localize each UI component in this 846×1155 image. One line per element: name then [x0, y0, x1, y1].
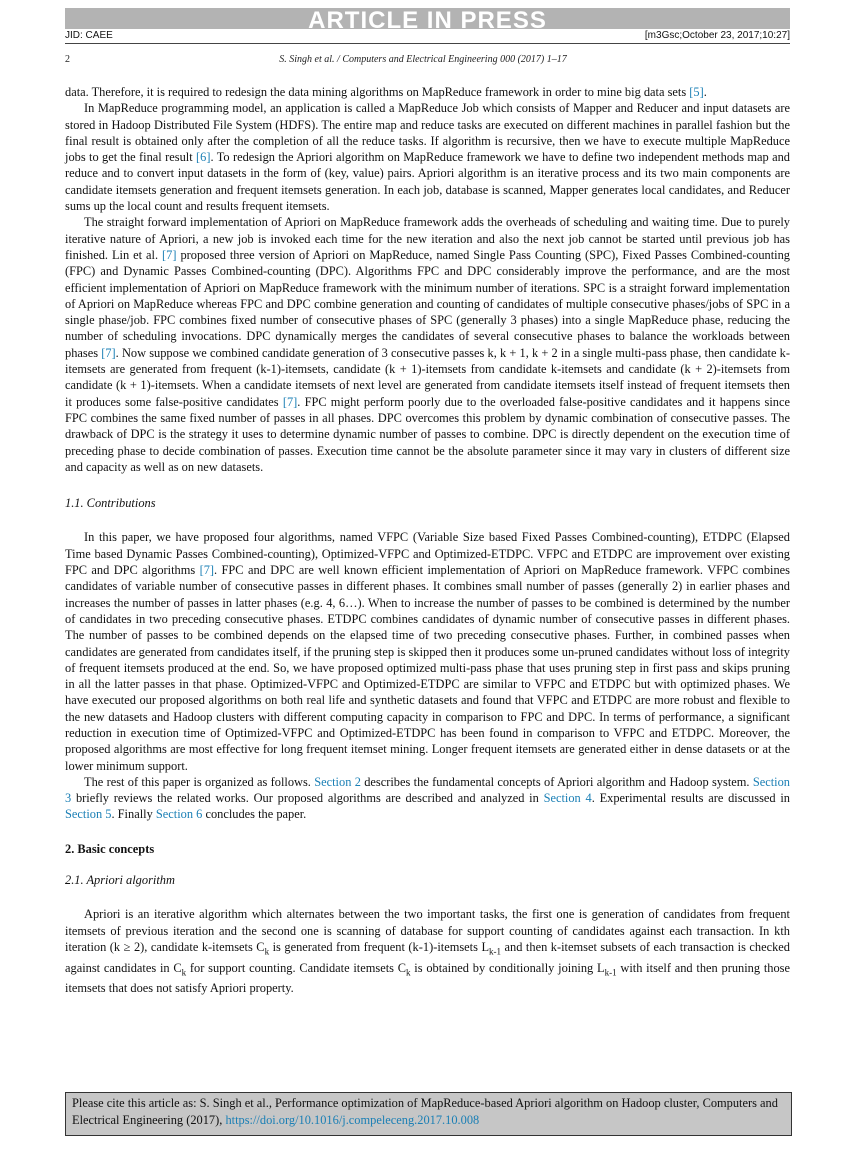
text: is generated from frequent (k-1)-itemsets L [269, 939, 490, 954]
text: In MapReduce programming model, an application is called a MapReduce Job which consists of Mapper and Reducer and input datasets are stored in Hadoop Distributed File System (HDFS). The entire map and reduce tasks are executed on different machines in parallel fashion but the final result is obtained only after the completion of all the reduce tasks. If algorithm is recursive, then we have to execute multiple MapReduce jobs to get the final result [65, 101, 790, 165]
text: In this paper, we have proposed four algorithms, named VFPC (Variable Size based Fixed Passes Combined-counting), ETDPC (Elapsed Time based Dynamic Passes Combined-counting), Optimized-VFPC and Optimized-ETDPC. VFPC and ETDPC are improvement over existing FPC and DPC algorithms [65, 530, 790, 578]
header-rule [65, 43, 790, 44]
paragraph-1 [65, 84, 790, 100]
subscript: k [406, 967, 411, 978]
paragraph-5 [65, 774, 790, 823]
paragraph-3 [65, 214, 790, 475]
text: and then k-itemset subsets of each transaction is checked against candidates in C [65, 939, 790, 975]
text: with itself and then pruning those itemsets that does not satisfy Apriori property. [65, 960, 791, 996]
paragraph-2 [65, 100, 790, 214]
citation-box [65, 1092, 792, 1136]
section-link-6[interactable]: Section 6 [155, 807, 203, 822]
text: . [703, 85, 707, 99]
text: . To redesign the Apriori algorithm on MapReduce framework we have to define two independent methods map and reduce and to convert input datasets in the form of (key, value) pairs. Apriori algorithm is an iterative process and its two main components are candidate itemsets generation and frequent itemsets generation. In each job, database is scanned, Mapper generates local candidates, and Reducer sums up the local count and results frequent itemsets. [65, 150, 790, 214]
text: . Experimental results are discussed in [591, 791, 790, 806]
ref-link-5[interactable]: [5] [689, 85, 704, 99]
text: . Finally [111, 807, 156, 822]
ref-link-6[interactable]: [6] [196, 150, 211, 165]
text: . Now suppose we combined candidate generation of 3 consecutive passes k, k + 1, k + 2 in a single multi-pass phase, then candidate k-itemsets are generated from frequent (k-1)-itemsets, candidate (k + 1)-itemsets from candidate k-itemsets and candidate (k + 2)-itemsets from candidate (k + 1)-itemsets. When a candidate itemsets of next level are generated from candidate itemsets itself instead of frequent itemsets then it produces some false-positive candidates [65, 345, 790, 409]
subsection-heading-contributions: 1.1. Contributions [65, 496, 156, 511]
section-link-2[interactable]: Section 2 [314, 774, 361, 789]
ref-link-7[interactable]: [7] [162, 247, 177, 262]
text: Apriori is an iterative algorithm which alternates between the two important tasks, the first one is generation of candidates from frequent itemsets of previous iteration and the second one is scanning of database for support counting of candidates against each transaction. In kth iteration (k ≥ 2), candidate k-itemsets C [65, 907, 790, 954]
ref-link-7[interactable]: [7] [282, 394, 298, 409]
page-number: 2 [65, 54, 70, 65]
text: The rest of this paper is organized as follows. [84, 774, 315, 789]
paragraph-6 [65, 906, 790, 996]
article-in-press-banner: ARTICLE IN PRESS [65, 8, 790, 29]
subscript: k-1 [489, 946, 502, 957]
doi-link[interactable]: https://doi.org/10.1016/j.compeleceng.2017.10.008 [225, 1113, 480, 1127]
text: . FPC might perform poorly due to the overloaded false-positive candidates and it happens since FPC combines the same fixed number of passes in all phases. DPC overcomes this problem by dynamic combination of consecutive passes. The drawback of DPC is the strategy it uses to determine dynamic number of passes to combine. DPC is directly dependent on the execution time of preceding phase to decide combination of passes. Execution time cannot be the absolute parameter since it may vary in clusters of different size and capacity as well as on new datasets. [65, 394, 790, 474]
article-body [65, 84, 790, 997]
section-link-3[interactable]: Section 3 [65, 774, 790, 806]
text: for support counting. Candidate itemsets C [186, 960, 407, 975]
section-link-5[interactable]: Section 5 [65, 807, 112, 822]
journal-id: JID: CAEE [65, 30, 113, 41]
section-heading-basic-concepts: 2. Basic concepts [65, 841, 155, 856]
text: proposed three version of Apriori on MapReduce, named Single Pass Counting (SPC), Fixed Passes Combined-counting (FPC) and Dynamic Passes Combined-counting (DPC). Algorithms FPC and DPC considerably improve the performance, and are the most efficient implementation of Apriori on MapReduce framework with the minimum number of iterations. SPC is a straight forward implementation of Apriori on MapReduce whereas FPC and DPC combine generation and counting of candidates of multiple consecutive phases/jobs of SPC in a single phase/job. FPC combines fixed number of consecutive phases of SPC (generally 3 phases) into a single MapReduce phase, reducing the number of scheduling invocations. DPC dynamically merges the candidates of several consecutive phases to balance the workloads between phases [65, 247, 790, 360]
text: . FPC and DPC are well known efficient implementation of Apriori on MapReduce framework. VFPC combines candidates of variable number of consecutive passes in different phases. It combines small number of passes (generally 2) in earlier phases and increases the number of passes in latter phases (e.g. 4, 6…). When to increase the number of passes to be combined is determined by the number of candidates in two preceding consecutive phases. ETDPC combines candidates of dynamic number of consecutive passes in different phases. The number of passes to be combined depends on the elapsed time of two preceding consecutive phases. Further, in combined passes when candidates are generated from candidates itself, if the pruning step is skipped then it produces some un-pruned candidates without loss of integrity of frequent itemsets produced at the end. So, we have proposed optimized multi-pass phase that uses pruning step in first pass and skips pruning in all the latter passes in that phase. Optimized-VFPC and Optimized-ETDPC are similar to VFPC and ETDPC but with optimized phases. We have executed our proposed algorithms on both real life and synthetic datasets and found that VFPC and ETDPC are more robust and flexible to the new datasets and Hadoop clusters with different computing capacity in comparison to FPC and DPC. In terms of performance, a significant reduction in execution time of Optimized-VFPC and Optimized-ETDPC has been found in comparison to VFPC and ETDPC. Moreover, the proposed algorithms are most effective for long frequent itemset mining. Longer frequent itemsets are generated either in dense datasets or at the lower minimum support. [65, 563, 790, 773]
paragraph-4 [65, 529, 790, 773]
section-link-4[interactable]: Section 4 [543, 791, 592, 806]
text: briefly reviews the related works. Our proposed algorithms are described and analyzed in [71, 791, 544, 806]
text: is obtained by conditionally joining L [410, 960, 605, 975]
subscript: k-1 [604, 967, 617, 978]
running-title: S. Singh et al. / Computers and Electrical Engineering 000 (2017) 1–17 [279, 54, 567, 65]
subscript: k [181, 967, 187, 978]
citation-text: Please cite this article as: S. Singh et al., Performance optimization of MapReduce-based Apriori algorithm on Hadoop cluster, Computers and Electrical Engineering (2017), [72, 1096, 778, 1127]
text: data. Therefore, it is required to redesign the data mining algorithms on MapReduce framework in order to mine big data sets [65, 85, 690, 99]
text: The straight forward implementation of Apriori on MapReduce framework adds the overheads of scheduling and waiting time. Due to purely iterative nature of Apriori, a new job is invoked each time for the new iteration and also the next job cannot be started until previous job has finished. Lin et al. [65, 215, 790, 262]
ref-link-7[interactable]: [7] [101, 345, 116, 360]
subsection-heading-apriori: 2.1. Apriori algorithm [65, 873, 175, 888]
text: describes the fundamental concepts of Apriori algorithm and Hadoop system. [360, 774, 753, 789]
text: concludes the paper. [202, 807, 307, 822]
article-meta: [m3Gsc;October 23, 2017;10:27] [644, 30, 790, 41]
subscript: k [264, 946, 270, 957]
ref-link-7[interactable]: [7] [199, 563, 215, 578]
